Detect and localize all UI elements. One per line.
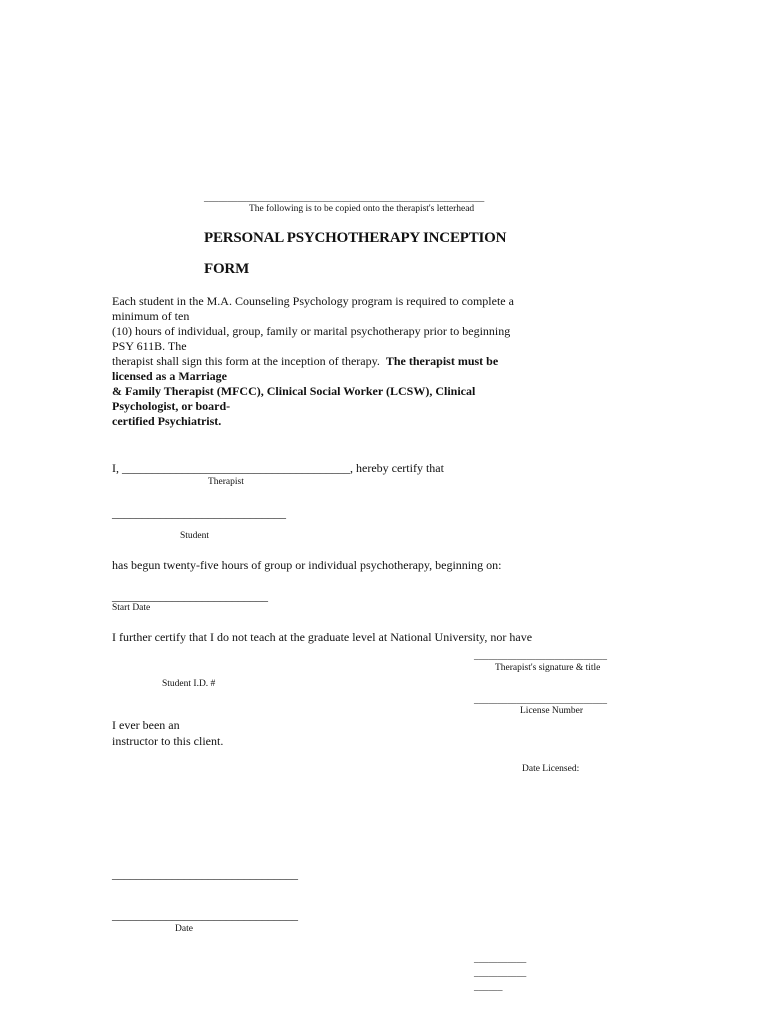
intro-line-5-bold: The therapist must be xyxy=(385,354,499,368)
therapist-signature-blank: ____________________________ xyxy=(474,652,607,662)
intro-line-4: PSY 611B. The xyxy=(112,339,187,353)
intro-line-9: certified Psychiatrist. xyxy=(112,414,222,428)
short-blank-3: ______ xyxy=(474,983,503,993)
letterhead-note: The following is to be copied onto the therapist's letterhead xyxy=(249,204,475,214)
intro-line-5 xyxy=(112,354,542,369)
student-blank: _____________________________ xyxy=(112,506,286,520)
date-licensed-label: Date Licensed: xyxy=(522,764,580,774)
intro-paragraph xyxy=(112,294,542,429)
intro-line-8: Psychologist, or board- xyxy=(112,399,231,413)
student-label: Student xyxy=(180,531,210,541)
start-date-blank: __________________________ xyxy=(112,589,268,603)
begun-statement: has begun twenty-five hours of group or individual psychotherapy, beginning on: xyxy=(112,558,502,572)
therapist-label: Therapist xyxy=(208,477,244,487)
therapist-signature-label: Therapist's signature & title xyxy=(495,663,601,673)
certify-line: I, ______________________________________, hereby certify that xyxy=(112,461,444,475)
intro-line-3: (10) hours of individual, group, family or marital psychotherapy prior to beginning xyxy=(112,324,511,338)
intro-line-6: licensed as a Marriage xyxy=(112,369,227,383)
license-number-blank: ____________________________ xyxy=(474,696,607,706)
short-blank-2: ___________ xyxy=(474,969,527,979)
start-date-label: Start Date xyxy=(112,603,151,613)
signature-blank-1: _______________________________ xyxy=(112,867,298,881)
signature-blank-2: _______________________________ xyxy=(112,908,298,922)
letterhead-line: ___________________________________________________________ xyxy=(204,194,485,204)
page-title-line2: FORM xyxy=(204,261,250,277)
license-number-label: License Number xyxy=(520,706,584,716)
page-title-line1: PERSONAL PSYCHOTHERAPY INCEPTION xyxy=(204,230,507,246)
short-blank-1: ___________ xyxy=(474,955,527,965)
instructor-line-2: instructor to this client. xyxy=(112,734,224,748)
intro-line-5-plain: therapist shall sign this form at the inception of therapy. xyxy=(112,354,380,368)
intro-line-1: Each student in the M.A. Counseling Psychology program is required to complete a xyxy=(112,294,514,308)
intro-line-7: & Family Therapist (MFCC), Clinical Social Worker (LCSW), Clinical xyxy=(112,384,476,398)
student-id-label: Student I.D. # xyxy=(162,679,216,689)
instructor-line-1: I ever been an xyxy=(112,718,180,732)
intro-line-2: minimum of ten xyxy=(112,309,190,323)
date-label: Date xyxy=(175,924,193,934)
further-certify: I further certify that I do not teach at the graduate level at National University, nor have xyxy=(112,630,533,644)
